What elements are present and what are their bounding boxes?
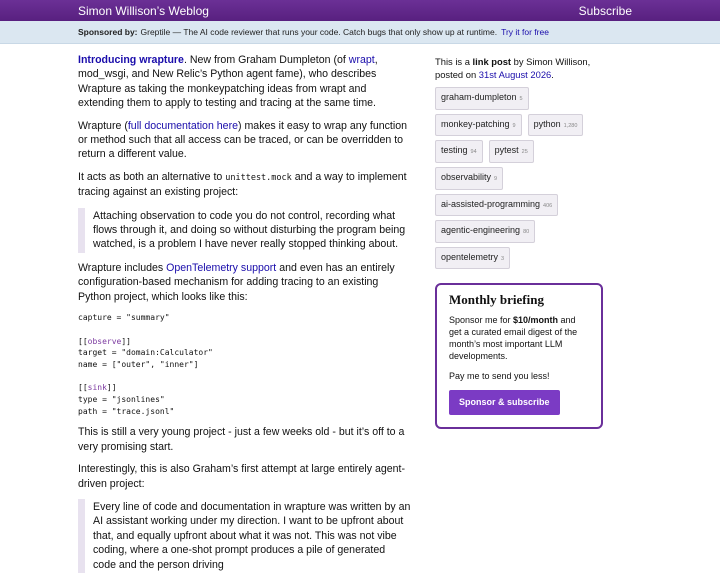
code-punct: ]] <box>106 383 117 393</box>
tag-label: testing <box>441 145 468 156</box>
post-paragraph <box>78 53 411 111</box>
code-line: type = "jsonlines" <box>78 395 165 405</box>
post-meta <box>435 56 605 81</box>
sponsor-label: Sponsored by: <box>78 27 138 37</box>
wrapt-link[interactable]: wrapt <box>348 54 375 66</box>
text: Wrapture ( <box>78 119 128 132</box>
sponsor-subscribe-button[interactable]: Sponsor & subscribe <box>449 390 560 415</box>
tag-opentelemetry[interactable] <box>435 247 510 270</box>
post-paragraph <box>78 170 411 200</box>
post-paragraph: This is still a very young project - just a few weeks old - but it’s off to a very promising start. <box>78 426 405 453</box>
tag-graham-dumpleton[interactable] <box>435 87 529 110</box>
post-content <box>78 44 411 581</box>
text: This is a <box>435 56 473 67</box>
tag-label: pytest <box>494 145 519 156</box>
sponsor-link[interactable]: Try it for free <box>501 27 549 37</box>
code-line: target = "domain:Calculator" <box>78 348 213 358</box>
text: . <box>551 68 554 80</box>
tag-label: ai-assisted-programming <box>441 198 541 209</box>
tag-label: python <box>533 118 561 129</box>
page-body <box>0 44 720 581</box>
tag-observability[interactable] <box>435 167 503 190</box>
site-title-link[interactable]: Simon Willison’s Weblog <box>78 3 209 18</box>
text: and get a curated email digest of the month’s most important LLM developments. <box>449 314 578 361</box>
tag-label: agentic-engineering <box>441 225 521 236</box>
text: . New from Graham Dumpleton (of <box>183 54 349 66</box>
text: Sponsor me for <box>449 314 514 325</box>
tag-pytest[interactable] <box>489 140 534 163</box>
briefing-price: $10/month <box>513 314 559 325</box>
tag-count: 1,280 <box>563 122 578 129</box>
opentelemetry-link[interactable]: OpenTelemetry support <box>166 261 277 274</box>
text: Wrapture includes <box>78 261 167 274</box>
tag-python[interactable] <box>528 114 584 137</box>
sidebar <box>435 44 605 581</box>
sponsor-text: Greptile — The AI code reviewer that runs your code. Catch bugs that only show up at runtime. <box>140 27 498 37</box>
sponsor-banner <box>0 21 720 44</box>
monthly-briefing-box <box>435 283 603 428</box>
inline-code: unittest.mock <box>225 172 292 183</box>
top-navbar <box>0 0 720 21</box>
post-date-link[interactable]: 31st August 2026 <box>478 68 552 80</box>
briefing-text <box>449 314 589 362</box>
docs-link[interactable]: full documentation here <box>127 119 238 132</box>
text: and a way to implement tracing against an existing project: <box>78 170 407 199</box>
code-punct: [[ <box>78 383 88 393</box>
tag-ai-assisted-programming[interactable] <box>435 194 558 217</box>
tag-monkey-patching[interactable] <box>435 114 522 137</box>
code-line: name = ["outer", "inner"] <box>78 359 199 369</box>
tag-list <box>435 87 605 269</box>
text: It acts as both an alternative to <box>78 170 226 183</box>
code-block <box>78 312 411 417</box>
code-punct: [[ <box>78 336 88 346</box>
tag-count: 25 <box>521 149 528 156</box>
text: link post <box>472 56 512 67</box>
tag-testing[interactable] <box>435 140 483 163</box>
subscribe-link[interactable]: Subscribe <box>578 3 632 18</box>
tag-label: opentelemetry <box>441 251 499 262</box>
tag-label: graham-dumpleton <box>441 92 517 103</box>
tag-count: 406 <box>543 202 553 209</box>
code-line: path = "trace.jsonl" <box>78 406 175 416</box>
tag-count: 9 <box>494 175 498 182</box>
tag-count: 80 <box>523 229 530 236</box>
code-punct: ]] <box>121 336 131 346</box>
text: ) makes it easy to wrap any function or method such that all access can be traced, or can be overridden to return a different value. <box>78 119 407 161</box>
code-keyword: sink <box>87 383 107 393</box>
tag-count: 5 <box>519 96 523 103</box>
briefing-pay-text: Pay me to send you less! <box>449 370 550 381</box>
post-paragraph <box>78 119 411 162</box>
tag-count: 94 <box>470 149 477 156</box>
code-line: capture = "summary" <box>78 313 170 323</box>
quote-block: Every line of code and documentation in wrapture was written by an AI assistant working under my direction. I want to be upfront about that, and equally upfront about what it was not. This was not vibe coding, where a one-shot prompt produces a pile of generated code and the person driving <box>78 499 411 573</box>
tag-count: 3 <box>501 255 505 262</box>
post-paragraph: Interestingly, this is also Graham’s first attempt at large entirely agent-driven project: <box>78 463 405 490</box>
text: and even has an entirely configuration-based mechanism for adding tracing to an existing Python project, which looks like this: <box>78 261 395 303</box>
briefing-title: Monthly briefing <box>449 292 544 308</box>
tag-label: monkey-patching <box>441 118 510 129</box>
tag-agentic-engineering[interactable] <box>435 220 535 243</box>
code-keyword: observe <box>87 336 122 346</box>
post-paragraph <box>78 261 411 304</box>
quote-block: Attaching observation to code you do not control, recording what flows through it, and doing so without disturbing the program being watched, is a problem I have never really stopped thinking about. <box>78 208 411 253</box>
tag-label: observability <box>441 171 492 182</box>
text: , mod_wsgi, and New Relic’s Python agent fame), who describes Wrapture as taking the monkeypatching ideas from wrapt and extending them to apply to testing and tracing at the same time. <box>78 54 378 110</box>
text: by Simon Willison, posted on <box>435 56 591 80</box>
tag-count: 9 <box>512 122 516 129</box>
post-title-link[interactable]: Introducing wrapture <box>78 54 184 66</box>
